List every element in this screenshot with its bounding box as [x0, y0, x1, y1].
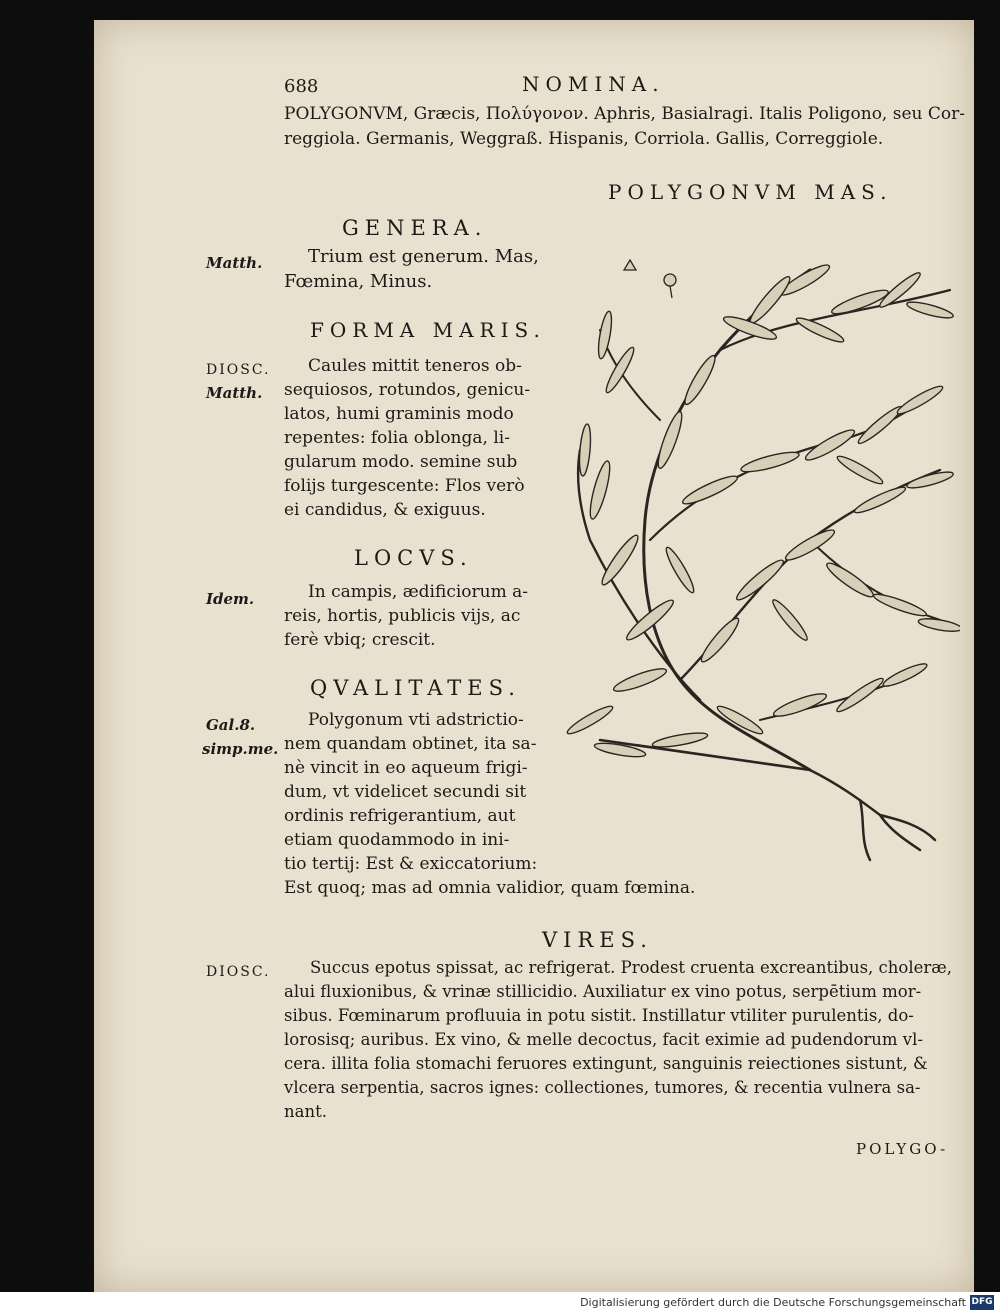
text-line: Polygonum vti adstrictio-: [308, 710, 524, 730]
forma-margin-note-2: Matth.: [206, 384, 263, 402]
vires-margin-note: DIOSC.: [206, 964, 271, 980]
text-line: vlcera serpentia, sacros ignes: collectiones, tumores, & recentia vulnera sa-: [284, 1078, 921, 1097]
figure-title: POLYGONVM MAS.: [608, 180, 893, 204]
digitization-footer: [0, 1292, 1000, 1314]
text-line: ordinis refrigerantium, aut: [284, 806, 516, 826]
forma-heading: FORMA MARIS.: [310, 318, 546, 342]
text-line: nè vincit in eo aqueum frigi-: [284, 758, 528, 778]
text-line: tio tertij: Est & exiccatorium:: [284, 854, 538, 874]
locus-margin-note: Idem.: [206, 590, 255, 608]
text-line: alui fluxionibus, & vrinæ stillicidio. Auxiliatur ex vino potus, serpētium mor-: [284, 982, 922, 1001]
text-line: latos, humi graminis modo: [284, 404, 514, 424]
footer-credit: Digitalisierung gefördert durch die Deutsche Forschungsgemeinschaft: [580, 1296, 966, 1309]
text-line: cera. illita folia stomachi feruores extingunt, sanguinis reiectiones sistunt, &: [284, 1054, 928, 1073]
qualitates-heading: QVALITATES.: [310, 676, 521, 700]
text-line: reis, hortis, publicis vijs, ac: [284, 606, 521, 626]
text-line: In campis, ædificiorum a-: [308, 582, 529, 602]
genera-margin-note: Matth.: [206, 254, 263, 272]
text-line: Fœmina, Minus.: [284, 271, 433, 292]
running-title: NOMINA.: [522, 72, 665, 96]
text-line: folijs turgescente: Flos verò: [284, 476, 525, 496]
text-line: sibus. Fœminarum profluuia in potu sistit. Instillatur vtiliter purulentis, do-: [284, 1006, 914, 1025]
text-line: Caules mittit teneros ob-: [308, 356, 522, 376]
text-line: gularum modo. semine sub: [284, 452, 518, 472]
text-line: dum, vt videlicet secundi sit: [284, 782, 527, 802]
qualitates-margin-note-2: simp.me.: [202, 740, 279, 758]
text-line: Trium est generum. Mas,: [308, 246, 539, 267]
text-line: nant.: [284, 1102, 327, 1121]
nomina-line-1: POLYGONVM, Græcis, Πολύγονον. Aphris, Basialragi. Italis Poligono, seu Cor-: [284, 104, 965, 124]
forma-margin-note-1: DIOSC.: [206, 362, 271, 378]
text-line: sequiosos, rotundos, genicu-: [284, 380, 531, 400]
text-line: lorosisq; auribus. Ex vino, & melle decoctus, facit eximie ad pudendorum vl-: [284, 1030, 923, 1049]
text-line: ei candidus, & exiguus.: [284, 500, 486, 520]
catchword: POLYGO-: [856, 1140, 949, 1158]
nomina-line-2: reggiola. Germanis, Weggraß. Hispanis, Corriola. Gallis, Correggiole.: [284, 129, 884, 149]
page-number: 688: [284, 76, 319, 97]
text-line: Est quoq; mas ad omnia validior, quam fœmina.: [284, 878, 696, 898]
locus-heading: LOCVS.: [354, 546, 473, 570]
text-line: nem quandam obtinet, ita sa-: [284, 734, 537, 754]
text-line: Succus epotus spissat, ac refrigerat. Prodest cruenta excreantibus, choleræ,: [310, 958, 953, 977]
qualitates-margin-note-1: Gal.8.: [206, 716, 256, 734]
polygonum-woodcut-illustration: [560, 240, 960, 880]
text-line: ferè vbiq; crescit.: [284, 630, 436, 650]
text-line: etiam quodammodo in ini-: [284, 830, 510, 850]
vires-heading: VIRES.: [542, 928, 653, 952]
genera-heading: GENERA.: [342, 216, 488, 240]
text-line: repentes: folia oblonga, li-: [284, 428, 510, 448]
dfg-logo: DFG: [970, 1295, 994, 1310]
